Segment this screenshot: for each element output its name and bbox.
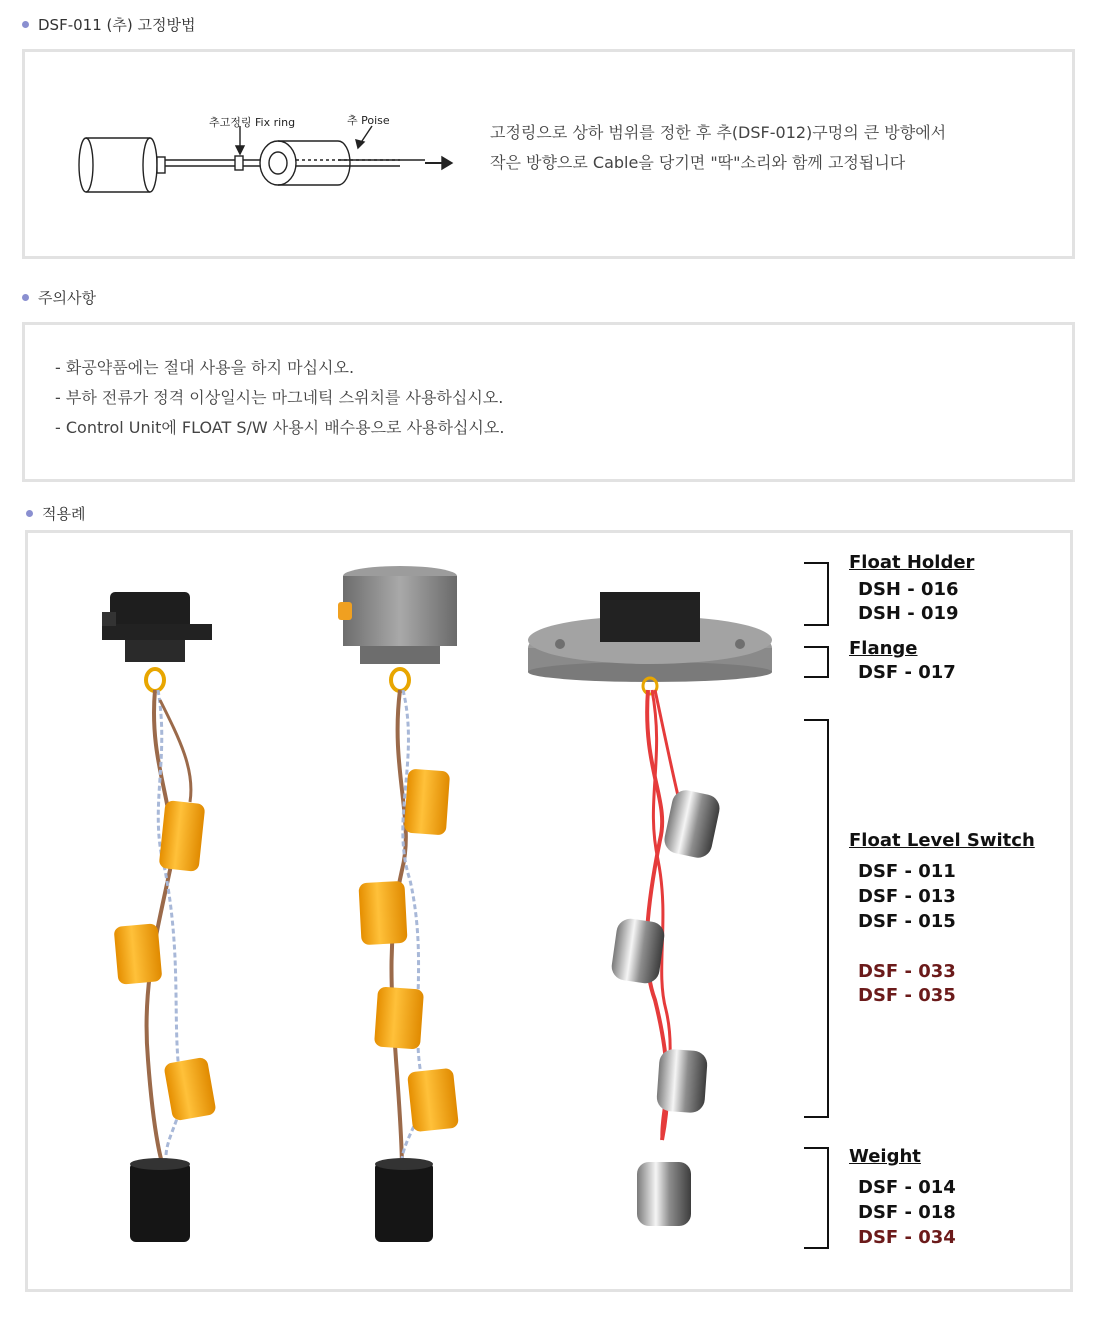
section-title-applications bbox=[26, 503, 85, 524]
section-title-text: 주의사항 bbox=[38, 289, 96, 307]
section-title-text: DSF-011 (추) 고정방법 bbox=[38, 16, 196, 34]
group-brackets bbox=[800, 555, 840, 1275]
fixing-description bbox=[490, 118, 946, 178]
yellow-float bbox=[159, 800, 206, 872]
yellow-float bbox=[114, 923, 163, 985]
cautions-list bbox=[55, 353, 504, 443]
caution-item: - Control Unit에 FLOAT S/W 사용시 배수용으로 사용하십시오. bbox=[55, 418, 505, 437]
poise-label: 추 Poise bbox=[347, 114, 390, 127]
bracket-float-holder bbox=[804, 563, 828, 625]
product-code: DSF - 014 bbox=[858, 1177, 956, 1198]
caution-item: - 부하 전류가 정격 이상일시는 마그네틱 스위치를 사용하십시오. bbox=[55, 388, 504, 407]
product-2-float-assembly bbox=[338, 566, 459, 1242]
cautions-box bbox=[22, 322, 1075, 482]
stainless-float bbox=[656, 1048, 708, 1113]
fix-ring bbox=[235, 156, 243, 170]
product-code: DSH - 016 bbox=[858, 579, 959, 600]
product-code: DSF - 017 bbox=[858, 662, 956, 683]
yellow-float bbox=[163, 1057, 216, 1122]
product-code-highlight: DSF - 035 bbox=[858, 985, 956, 1006]
product-code: DSF - 015 bbox=[858, 911, 956, 932]
float-body-end bbox=[79, 138, 93, 192]
fixing-method-box bbox=[22, 49, 1075, 259]
product-3-flange-assembly bbox=[528, 592, 772, 1226]
stainless-float bbox=[610, 917, 666, 985]
product-code: DSH - 019 bbox=[858, 603, 959, 624]
yellow-float bbox=[358, 881, 407, 945]
stainless-weight bbox=[637, 1162, 691, 1226]
flange-plate bbox=[528, 592, 772, 682]
float-holder-black bbox=[102, 592, 212, 662]
weight-heading: Weight bbox=[849, 1146, 921, 1167]
yellow-float bbox=[374, 986, 424, 1049]
poise bbox=[260, 141, 296, 185]
bracket-flange bbox=[804, 647, 828, 677]
stainless-float bbox=[662, 788, 722, 861]
bullet-icon bbox=[22, 21, 29, 28]
product-code-highlight: DSF - 034 bbox=[858, 1227, 956, 1248]
yellow-float bbox=[404, 769, 450, 836]
product-code: DSF - 018 bbox=[858, 1202, 956, 1223]
bullet-icon bbox=[26, 510, 33, 517]
description-line: 고정링으로 상하 범위를 정한 후 추(DSF-012)구멍의 큰 방향에서 bbox=[490, 123, 947, 142]
yellow-float bbox=[407, 1068, 459, 1132]
bullet-icon bbox=[22, 294, 29, 301]
black-weight bbox=[375, 1162, 433, 1242]
pull-arrow-icon bbox=[442, 157, 452, 169]
product-1-float-assembly bbox=[102, 592, 217, 1242]
caution-item: - 화공약품에는 절대 사용을 하지 마십시오. bbox=[55, 358, 355, 377]
description-line: 작은 방향으로 Cable을 당기면 "딱"소리와 함께 고정됩니다 bbox=[490, 153, 906, 172]
flange-heading: Flange bbox=[849, 638, 918, 659]
bracket-float-level-switch bbox=[804, 720, 828, 1117]
float-level-switch-heading: Float Level Switch bbox=[849, 830, 1035, 851]
section-title-cautions bbox=[22, 287, 96, 308]
application-illustrations bbox=[30, 540, 790, 1280]
product-code: DSF - 011 bbox=[858, 861, 956, 882]
float-holder-grey bbox=[338, 566, 457, 664]
section-title-text: 적용례 bbox=[42, 505, 86, 523]
bracket-weight bbox=[804, 1148, 828, 1248]
product-code: DSF - 013 bbox=[858, 886, 956, 907]
product-code-highlight: DSF - 033 bbox=[858, 961, 956, 982]
float-holder-heading: Float Holder bbox=[849, 552, 975, 573]
section-title-fixing-method bbox=[22, 14, 195, 35]
black-weight bbox=[130, 1162, 190, 1242]
fix-ring-label: 추고정링 Fix ring bbox=[209, 116, 296, 129]
